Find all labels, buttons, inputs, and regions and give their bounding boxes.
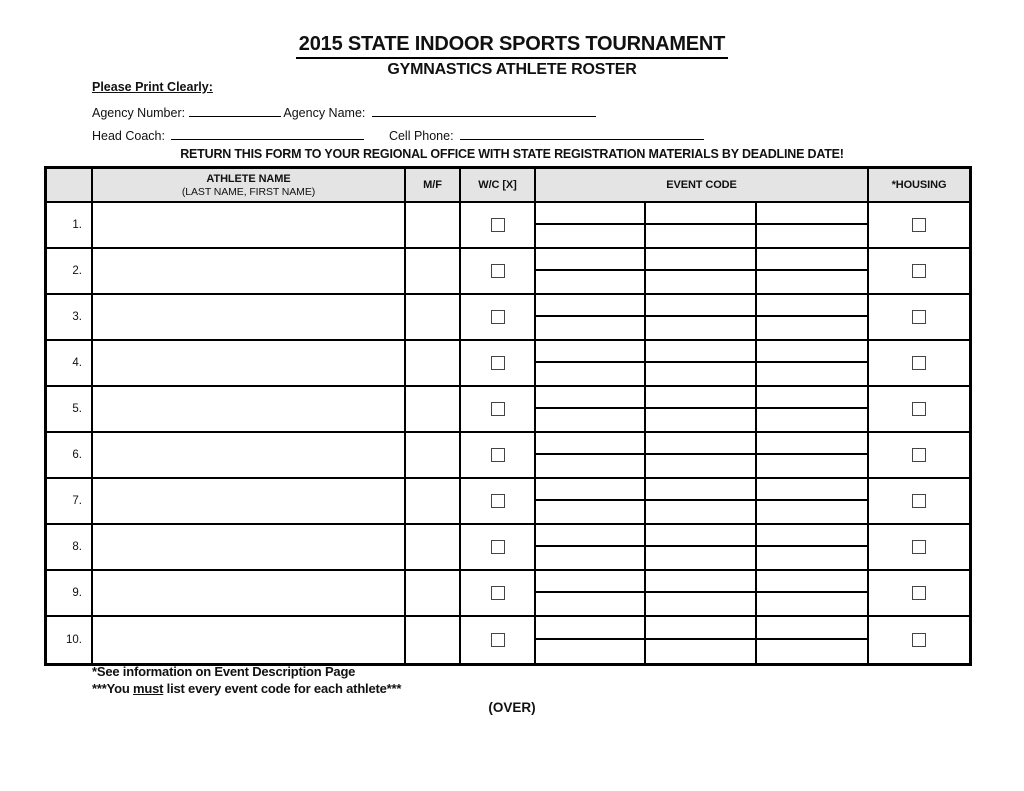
event-code-input[interactable] (757, 203, 867, 225)
event-code-input[interactable] (536, 571, 646, 593)
event-code-input[interactable] (757, 640, 867, 663)
event-code-input[interactable] (757, 387, 867, 409)
event-code-input[interactable] (757, 409, 867, 431)
event-code-input[interactable] (757, 617, 867, 640)
event-code-input[interactable] (536, 501, 646, 523)
roster-body (47, 203, 969, 663)
event-code-input[interactable] (646, 571, 756, 593)
event-code-grid (536, 203, 867, 247)
return-instruction: RETURN THIS FORM TO YOUR REGIONAL OFFICE WITH STATE REGISTRATION MATERIALS BY DEADLINE DATE! (180, 147, 844, 161)
housing-checkbox[interactable] (912, 264, 926, 278)
housing-cell[interactable] (869, 387, 969, 431)
mf-cell[interactable] (406, 525, 461, 569)
print-clearly-label: Please Print Clearly: (92, 80, 213, 94)
event-code-grid (536, 617, 867, 663)
event-code-input[interactable] (536, 409, 646, 431)
table-row (47, 433, 969, 479)
wc-cell[interactable] (461, 617, 536, 663)
agency-name-field[interactable] (372, 104, 596, 117)
cell-phone-field[interactable] (460, 127, 704, 140)
housing-cell[interactable] (869, 341, 969, 385)
event-code-input[interactable] (646, 593, 756, 615)
title-block (0, 33, 1024, 79)
athlete-name-cell[interactable] (93, 341, 406, 385)
header-mf: M/F (406, 169, 461, 201)
event-code-input[interactable] (757, 525, 867, 547)
event-code-input[interactable] (646, 455, 756, 477)
header-event-code: EVENT CODE (536, 169, 869, 201)
event-code-input[interactable] (536, 433, 646, 455)
row-number: 9. (47, 571, 93, 615)
housing-cell[interactable] (869, 249, 969, 293)
athlete-name-cell[interactable] (93, 479, 406, 523)
table-row (47, 525, 969, 571)
footnote-line1: *See information on Event Description Page (92, 664, 356, 679)
event-code-input[interactable] (646, 433, 756, 455)
event-code-input[interactable] (646, 203, 756, 225)
housing-cell[interactable] (869, 203, 969, 247)
row-number: 8. (47, 525, 93, 569)
event-code-input[interactable] (646, 387, 756, 409)
wc-checkbox[interactable] (491, 402, 505, 416)
event-code-grid (536, 433, 867, 477)
housing-cell[interactable] (869, 617, 969, 663)
event-code-input[interactable] (646, 525, 756, 547)
wc-cell[interactable] (461, 387, 536, 431)
event-code-input[interactable] (536, 387, 646, 409)
event-code-input[interactable] (536, 341, 646, 363)
mf-cell[interactable] (406, 249, 461, 293)
housing-checkbox[interactable] (912, 402, 926, 416)
event-code-input[interactable] (757, 571, 867, 593)
housing-cell[interactable] (869, 479, 969, 523)
row-number: 2. (47, 249, 93, 293)
page-title: 2015 STATE INDOOR SPORTS TOURNAMENT (296, 33, 728, 59)
athlete-name-cell[interactable] (93, 249, 406, 293)
head-coach-label: Head Coach: (92, 129, 165, 143)
housing-cell[interactable] (869, 525, 969, 569)
wc-cell[interactable] (461, 203, 536, 247)
housing-checkbox[interactable] (912, 356, 926, 370)
housing-checkbox[interactable] (912, 540, 926, 554)
wc-checkbox[interactable] (491, 540, 505, 554)
event-code-grid (536, 387, 867, 431)
event-code-grid (536, 249, 867, 293)
wc-cell[interactable] (461, 571, 536, 615)
event-code-input[interactable] (536, 525, 646, 547)
table-row (47, 249, 969, 295)
mf-cell[interactable] (406, 295, 461, 339)
header-number (47, 169, 93, 201)
event-code-input[interactable] (757, 271, 867, 293)
housing-checkbox[interactable] (912, 586, 926, 600)
agency-name-label: Agency Name: (283, 106, 366, 120)
event-code-cell (536, 341, 869, 385)
event-code-input[interactable] (757, 455, 867, 477)
housing-checkbox[interactable] (912, 218, 926, 232)
page-subtitle: GYMNASTICS ATHLETE ROSTER (387, 61, 637, 78)
event-code-input[interactable] (646, 501, 756, 523)
wc-checkbox[interactable] (491, 494, 505, 508)
header-wc: W/C [X] (461, 169, 536, 201)
table-row (47, 203, 969, 249)
table-row (47, 571, 969, 617)
over-label: (OVER) (488, 700, 536, 715)
agency-number-label: Agency Number: (92, 106, 186, 120)
table-row (47, 479, 969, 525)
event-code-grid (536, 571, 867, 615)
event-code-cell (536, 203, 869, 247)
wc-checkbox[interactable] (491, 448, 505, 462)
table-row (47, 387, 969, 433)
athlete-name-cell[interactable] (93, 617, 406, 663)
header-housing: *HOUSING (891, 179, 947, 191)
wc-checkbox[interactable] (491, 218, 505, 232)
header-athlete-name-sub: (LAST NAME, FIRST NAME) (181, 185, 316, 198)
mf-cell[interactable] (406, 433, 461, 477)
event-code-input[interactable] (536, 593, 646, 615)
event-code-input[interactable] (757, 501, 867, 523)
event-code-input[interactable] (757, 547, 867, 569)
athlete-name-cell[interactable] (93, 387, 406, 431)
agency-field-row (92, 104, 596, 120)
event-code-cell (536, 525, 869, 569)
event-code-cell (536, 387, 869, 431)
event-code-input[interactable] (536, 295, 646, 317)
mf-cell[interactable] (406, 479, 461, 523)
event-code-input[interactable] (757, 363, 867, 385)
event-code-input[interactable] (646, 295, 756, 317)
housing-checkbox[interactable] (912, 448, 926, 462)
event-code-input[interactable] (536, 249, 646, 271)
housing-cell[interactable] (869, 571, 969, 615)
event-code-input[interactable] (757, 225, 867, 247)
housing-checkbox[interactable] (912, 494, 926, 508)
header-athlete-name-main: ATHLETE NAME (206, 172, 291, 185)
event-code-input[interactable] (646, 317, 756, 339)
table-row (47, 295, 969, 341)
footnotes (92, 664, 401, 697)
event-code-input[interactable] (646, 341, 756, 363)
row-number: 1. (47, 203, 93, 247)
event-code-cell (536, 479, 869, 523)
event-code-input[interactable] (646, 225, 756, 247)
mf-cell[interactable] (406, 571, 461, 615)
event-code-input[interactable] (536, 640, 646, 663)
head-coach-field[interactable] (171, 127, 364, 140)
athlete-name-cell[interactable] (93, 203, 406, 247)
athlete-name-cell[interactable] (93, 433, 406, 477)
housing-checkbox[interactable] (912, 633, 926, 647)
event-code-cell (536, 295, 869, 339)
athlete-name-cell[interactable] (93, 571, 406, 615)
event-code-input[interactable] (757, 433, 867, 455)
mf-cell[interactable] (406, 617, 461, 663)
mf-cell[interactable] (406, 341, 461, 385)
mf-cell[interactable] (406, 387, 461, 431)
event-code-input[interactable] (646, 249, 756, 271)
event-code-input[interactable] (646, 363, 756, 385)
event-code-input[interactable] (757, 295, 867, 317)
event-code-input[interactable] (536, 547, 646, 569)
event-code-input[interactable] (536, 455, 646, 477)
event-code-grid (536, 295, 867, 339)
table-row (47, 617, 969, 663)
wc-checkbox[interactable] (491, 586, 505, 600)
wc-checkbox[interactable] (491, 264, 505, 278)
event-code-grid (536, 341, 867, 385)
event-code-input[interactable] (757, 249, 867, 271)
wc-cell[interactable] (461, 341, 536, 385)
table-header-row (47, 169, 969, 203)
row-number: 6. (47, 433, 93, 477)
event-code-input[interactable] (757, 317, 867, 339)
mf-cell[interactable] (406, 203, 461, 247)
roster-table (44, 166, 972, 666)
wc-cell[interactable] (461, 433, 536, 477)
event-code-input[interactable] (646, 479, 756, 501)
event-code-input[interactable] (536, 271, 646, 293)
athlete-name-cell[interactable] (93, 525, 406, 569)
coach-field-row (92, 127, 704, 143)
event-code-input[interactable] (536, 225, 646, 247)
event-code-input[interactable] (757, 479, 867, 501)
event-code-input[interactable] (536, 363, 646, 385)
wc-checkbox[interactable] (491, 310, 505, 324)
event-code-grid (536, 479, 867, 523)
event-code-input[interactable] (646, 640, 756, 663)
event-code-cell (536, 571, 869, 615)
event-code-grid (536, 525, 867, 569)
event-code-input[interactable] (757, 593, 867, 615)
event-code-cell (536, 249, 869, 293)
row-number: 7. (47, 479, 93, 523)
row-number: 5. (47, 387, 93, 431)
athlete-name-cell[interactable] (93, 295, 406, 339)
wc-checkbox[interactable] (491, 633, 505, 647)
event-code-cell (536, 433, 869, 477)
agency-number-field[interactable] (189, 104, 281, 117)
event-code-cell (536, 617, 869, 663)
wc-checkbox[interactable] (491, 356, 505, 370)
wc-cell[interactable] (461, 295, 536, 339)
row-number: 10. (47, 617, 93, 663)
footnote-line2: ***You must list every event code for each athlete*** (92, 680, 402, 696)
event-code-input[interactable] (646, 271, 756, 293)
event-code-input[interactable] (757, 341, 867, 363)
event-code-input[interactable] (536, 479, 646, 501)
wc-cell[interactable] (461, 249, 536, 293)
event-code-input[interactable] (536, 203, 646, 225)
row-number: 4. (47, 341, 93, 385)
wc-cell[interactable] (461, 479, 536, 523)
housing-cell[interactable] (869, 433, 969, 477)
event-code-input[interactable] (646, 409, 756, 431)
event-code-input[interactable] (646, 547, 756, 569)
cell-phone-label: Cell Phone: (388, 129, 454, 143)
row-number: 3. (47, 295, 93, 339)
event-code-input[interactable] (646, 617, 756, 640)
event-code-input[interactable] (536, 317, 646, 339)
housing-cell[interactable] (869, 295, 969, 339)
event-code-input[interactable] (536, 617, 646, 640)
table-row (47, 341, 969, 387)
header-athlete-name (93, 169, 406, 201)
wc-cell[interactable] (461, 525, 536, 569)
housing-checkbox[interactable] (912, 310, 926, 324)
